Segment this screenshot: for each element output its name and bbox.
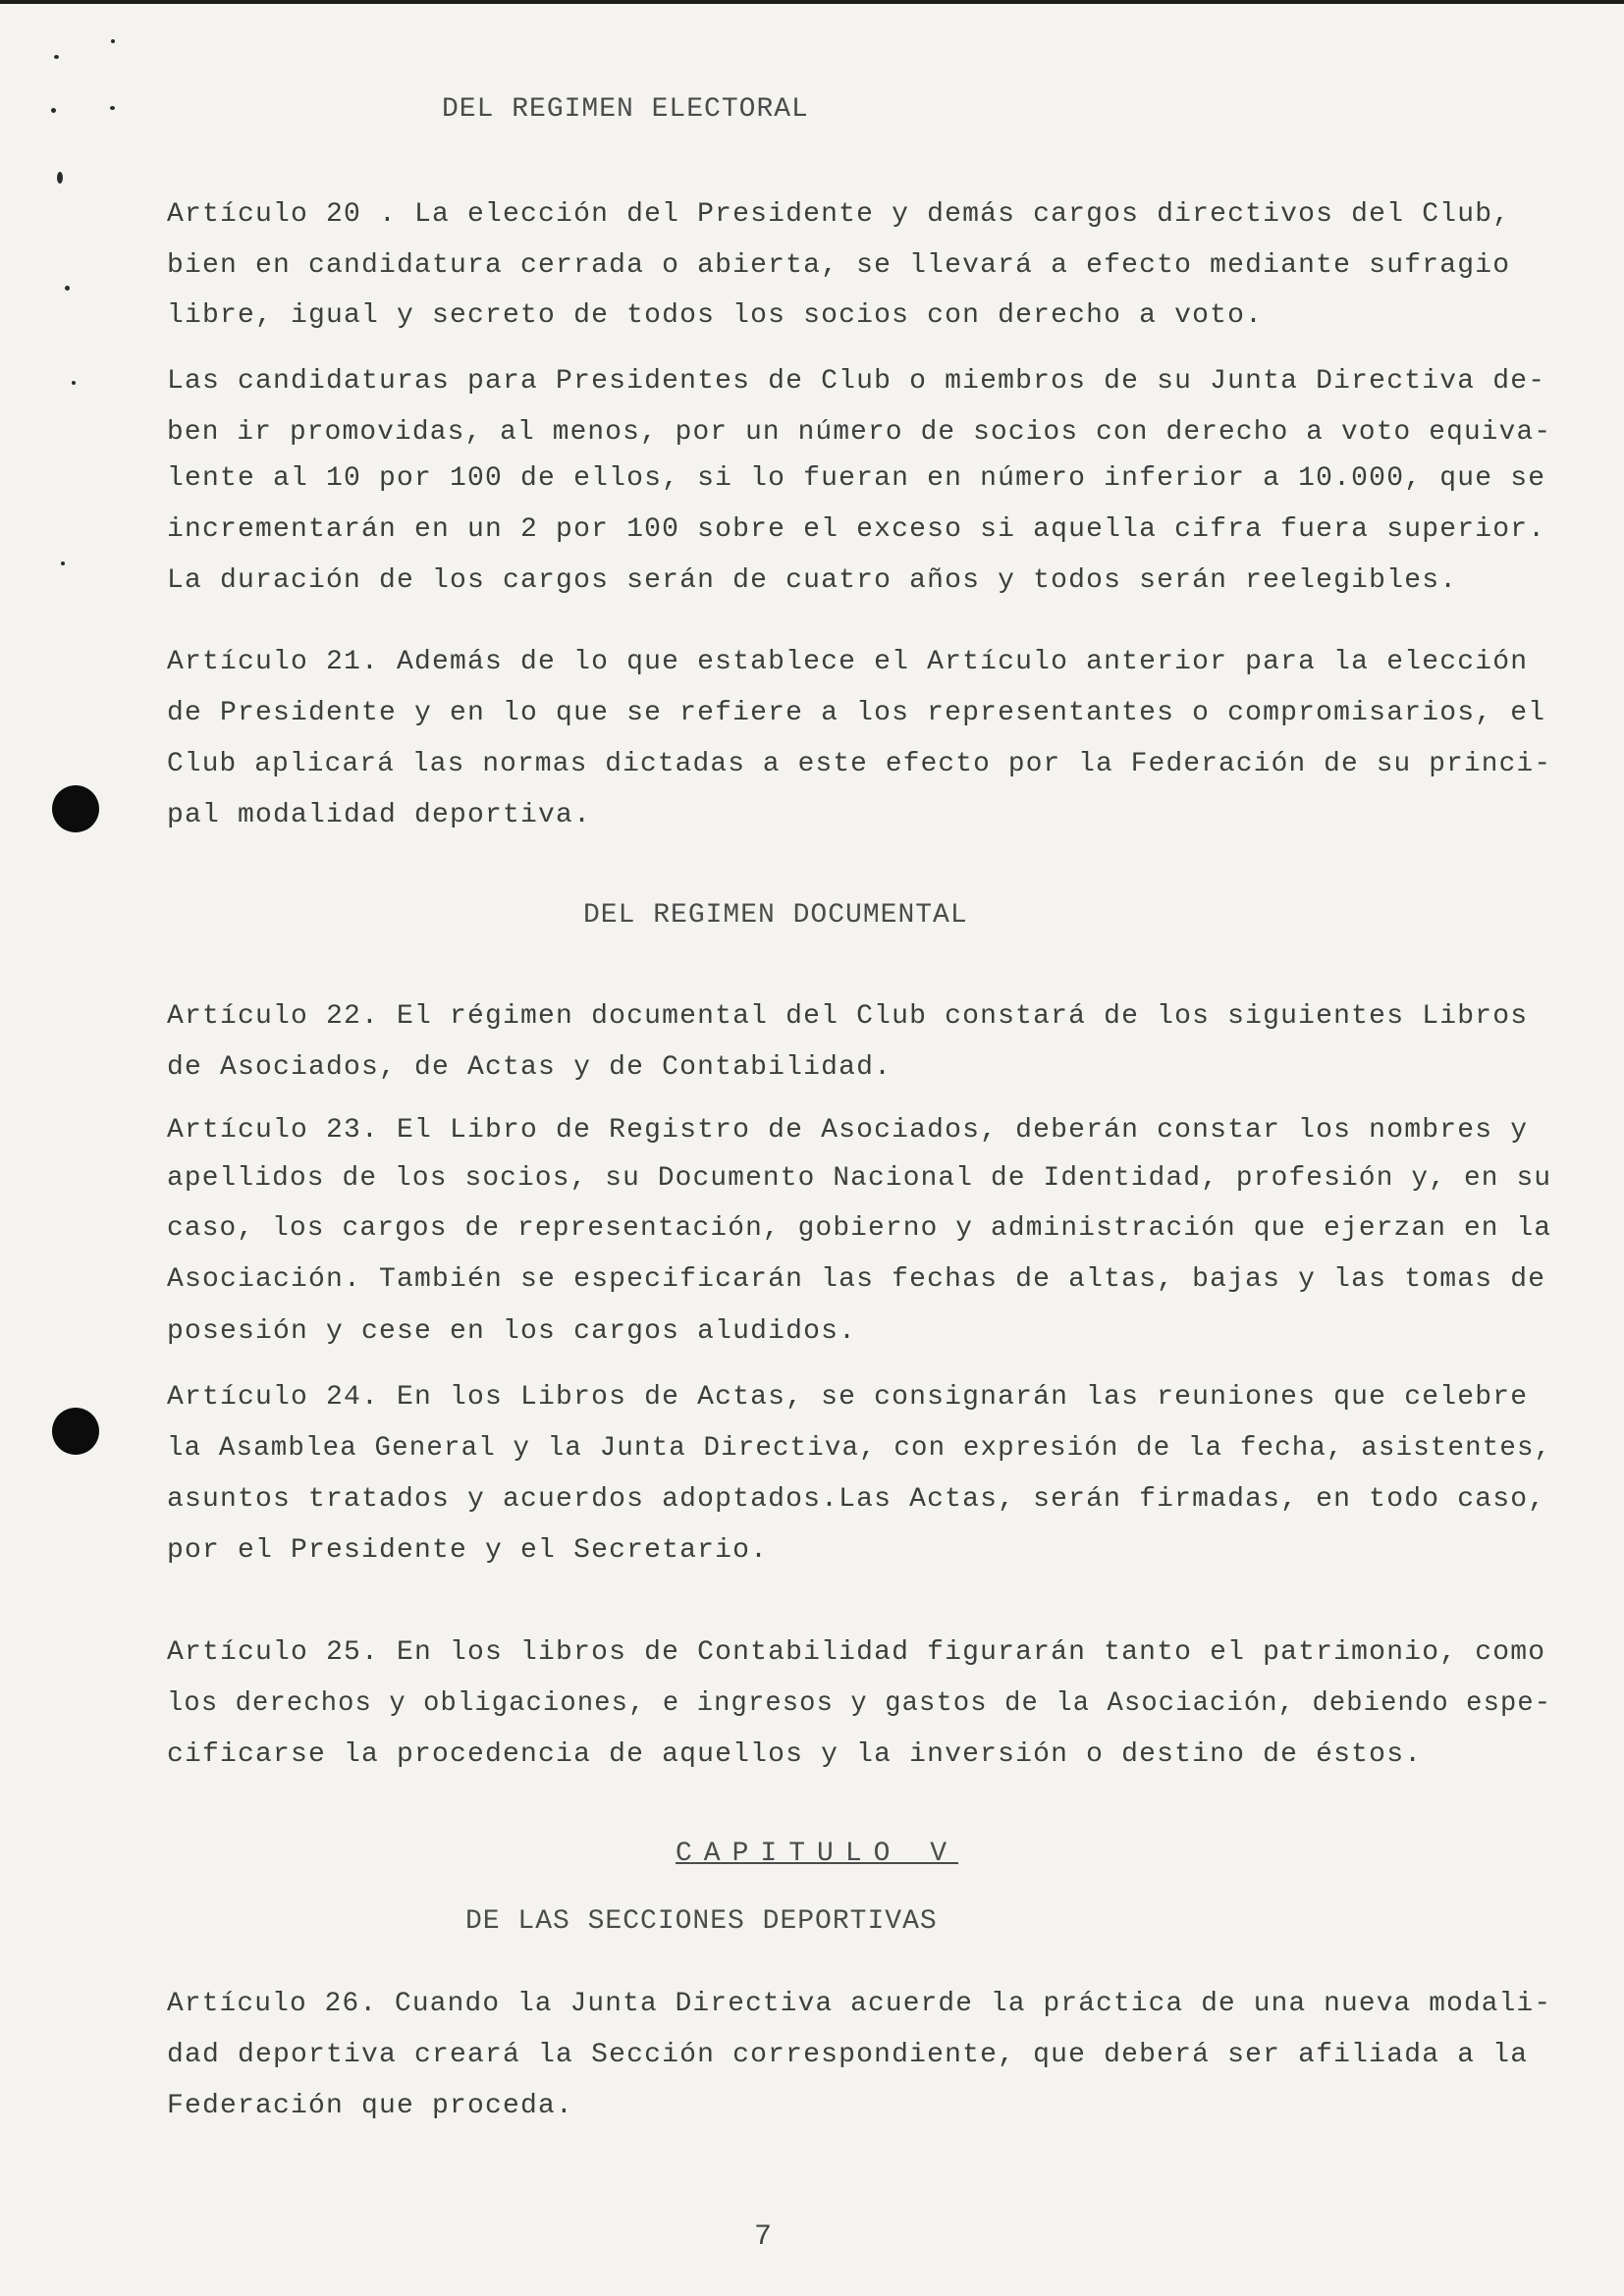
scan-speck xyxy=(111,39,115,43)
scan-speck xyxy=(61,561,65,565)
text-line: de Presidente y en lo que se refiere a los representantes o compromisarios, el xyxy=(167,698,1546,728)
text-line: apellidos de los socios, su Documento Nacional de Identidad, profesión y, en su xyxy=(167,1163,1552,1194)
punch-hole xyxy=(52,1408,99,1455)
text-line: lente al 10 por 100 de ellos, si lo fueran en número inferior a 10.000, que se xyxy=(167,463,1546,494)
scan-speck xyxy=(110,106,115,110)
text-line: caso, los cargos de representación, gobierno y administración que ejerzan en la xyxy=(167,1213,1552,1244)
page-number: 7 xyxy=(754,2220,773,2254)
text-line: libre, igual y secreto de todos los socios con derecho a voto. xyxy=(167,300,1264,331)
punch-hole xyxy=(52,785,99,832)
text-line: pal modalidad deportiva. xyxy=(167,800,592,830)
scan-speck xyxy=(57,172,63,184)
text-line: Asociación. También se especificarán las fechas de altas, bajas y las tomas de xyxy=(167,1264,1546,1295)
text-line: incrementarán en un 2 por 100 sobre el exceso si aquella cifra fuera superior. xyxy=(167,514,1546,545)
text-line: posesión y cese en los cargos aludidos. xyxy=(167,1316,857,1347)
text-line: bien en candidatura cerrada o abierta, se llevará a efecto mediante sufragio xyxy=(167,250,1511,281)
text-line: los derechos y obligaciones, e ingresos y gastos de la Asociación, debiendo espe- xyxy=(167,1688,1552,1719)
text-line: Artículo 21. Además de lo que establece el Artículo anterior para la elección xyxy=(167,647,1529,677)
text-line: ben ir promovidas, al menos, por un número de socios con derecho a voto equiva- xyxy=(167,417,1552,448)
text-line: Club aplicará las normas dictadas a este efecto por la Federación de su princi- xyxy=(167,749,1552,779)
heading-regimen-documental: DEL REGIMEN DOCUMENTAL xyxy=(583,900,968,931)
text-line: Artículo 20 . La elección del Presidente y demás cargos directivos del Club, xyxy=(167,199,1511,230)
text-line: Las candidaturas para Presidentes de Club o miembros de su Junta Directiva de- xyxy=(167,366,1546,397)
scan-speck xyxy=(51,108,56,113)
heading-secciones-deportivas: DE LAS SECCIONES DEPORTIVAS xyxy=(465,1906,938,1937)
heading-chapter: CAPITULO V xyxy=(676,1839,959,1869)
text-line: Artículo 26. Cuando la Junta Directiva acuerde la práctica de una nueva modali- xyxy=(167,1989,1552,2019)
text-line: Federación que proceda. xyxy=(167,2091,574,2121)
text-line: Artículo 25. En los libros de Contabilidad figurarán tanto el patrimonio, como xyxy=(167,1637,1546,1668)
scan-speck xyxy=(65,286,70,291)
scan-speck xyxy=(72,381,76,385)
text-line: cificarse la procedencia de aquellos y la inversión o destino de éstos. xyxy=(167,1739,1423,1770)
text-line: Artículo 24. En los Libros de Actas, se consignarán las reuniones que celebre xyxy=(167,1382,1529,1413)
text-line: asuntos tratados y acuerdos adoptados.Las Actas, serán firmadas, en todo caso, xyxy=(167,1484,1546,1515)
scan-top-edge xyxy=(0,0,1624,4)
text-line: por el Presidente y el Secretario. xyxy=(167,1535,769,1566)
text-line: la Asamblea General y la Junta Directiva, con expresión de la fecha, asistentes, xyxy=(167,1433,1552,1464)
text-line: Artículo 23. El Libro de Registro de Asociados, deberán constar los nombres y xyxy=(167,1115,1529,1146)
text-line: Artículo 22. El régimen documental del Club constará de los siguientes Libros xyxy=(167,1001,1529,1032)
scan-speck xyxy=(54,55,59,59)
text-line: dad deportiva creará la Sección correspondiente, que deberá ser afiliada a la xyxy=(167,2040,1529,2070)
text-line: de Asociados, de Actas y de Contabilidad. xyxy=(167,1052,893,1083)
text-line: La duración de los cargos serán de cuatro años y todos serán reelegibles. xyxy=(167,565,1458,596)
heading-regimen-electoral: DEL REGIMEN ELECTORAL xyxy=(442,94,809,125)
